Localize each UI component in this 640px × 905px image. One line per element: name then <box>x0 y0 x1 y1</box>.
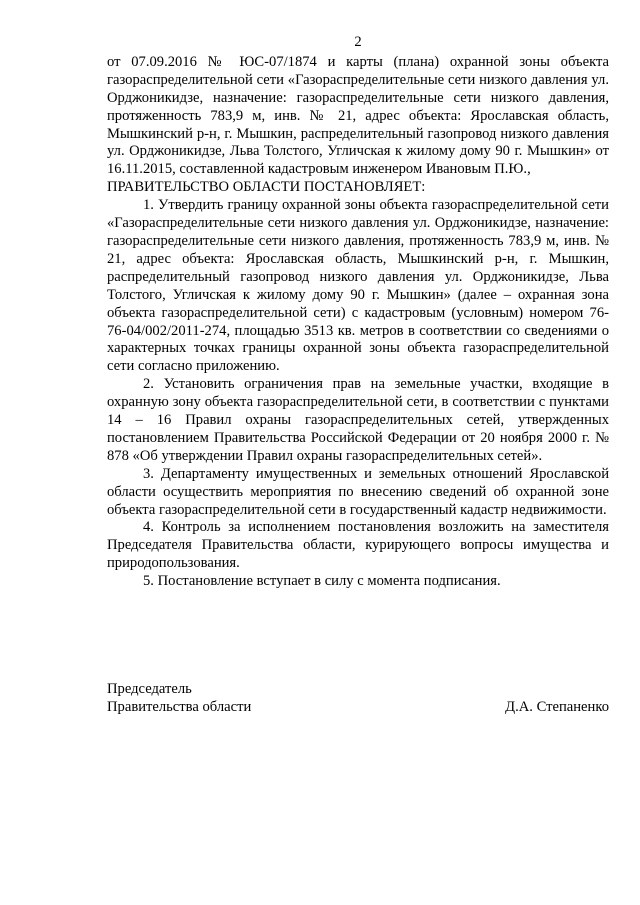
item-4: 4. Контроль за исполнением постановления возложить на заместителя Председателя Правительства области, курирующего вопросы имущества и природопользования. <box>107 519 609 572</box>
item-1: 1. Утвердить границу охранной зоны объекта газораспределительной сети «Газораспределительные сети низкого давления ул. Орджоникидзе, назначение: газораспределительные сети низкого давления, протяженность 783,9 м, инв. № 21, адрес объекта: Ярославская область, Мышкинский р-н, г. Мышкин, распределительный газопровод низкого давления ул. Орджоникидзе, Льва Толстого, Угличская к жилому дому 90 г. Мышкин» (далее – охранная зона объекта газораспределительной сети) с кадастровым (условным) номером 76-76-04/002/2011-274, площадью 3513 кв. метров в соответствии со сведениями о характерных точках границы охранной зоны объекта газораспределительной сети согласно приложению. <box>107 197 609 375</box>
item-5: 5. Постановление вступает в силу с момента подписания. <box>143 573 501 590</box>
item-2: 2. Установить ограничения прав на земельные участки, входящие в охранную зону объекта газораспределительной сети, в соответствии с пунктами 14 – 16 Правил охраны газораспределительных сетей, утвержденных постановлением Правительства Российской Федерации от 20 ноября 2000 г. № 878 «Об утверждении Правил охраны газораспределительных сетей». <box>107 376 609 464</box>
signatory-name: Д.А. Степаненко <box>505 699 609 715</box>
document-body <box>107 34 609 591</box>
resolution-heading: ПРАВИТЕЛЬСТВО ОБЛАСТИ ПОСТАНОВЛЯЕТ: <box>107 179 426 196</box>
signatory-title-line-2: Правительства области <box>107 699 252 715</box>
item-3: 3. Департаменту имущественных и земельных отношений Ярославской области осуществить мероприятия по внесению сведений об охранной зоне объекта газораспределительной сети в государственный кадастр недвижимости. <box>107 465 609 518</box>
signature-block <box>107 680 609 716</box>
page-number: 2 <box>354 34 362 50</box>
intro-paragraph: от 07.09.2016 № ЮС-07/1874 и карты (плана) охранной зоны объекта газораспределительной сети «Газораспределительные сети низкого давления ул. Орджоникидзе, назначение: газораспределительные сети низкого давления, протяженность 783,9 м, инв. № 21, адрес объекта: Ярославская область, Мышкинский р-н, г. Мышкин, распределительный газопровод низкого давления ул. Орджоникидзе, Льва Толстого, Угличская к жилому дому 90 г. Мышкин» от 16.11.2015, составленной кадастровым инженером Ивановым П.Ю., <box>107 53 609 178</box>
signatory-title-line-1: Председатель <box>107 681 192 697</box>
signature-row <box>107 698 609 716</box>
